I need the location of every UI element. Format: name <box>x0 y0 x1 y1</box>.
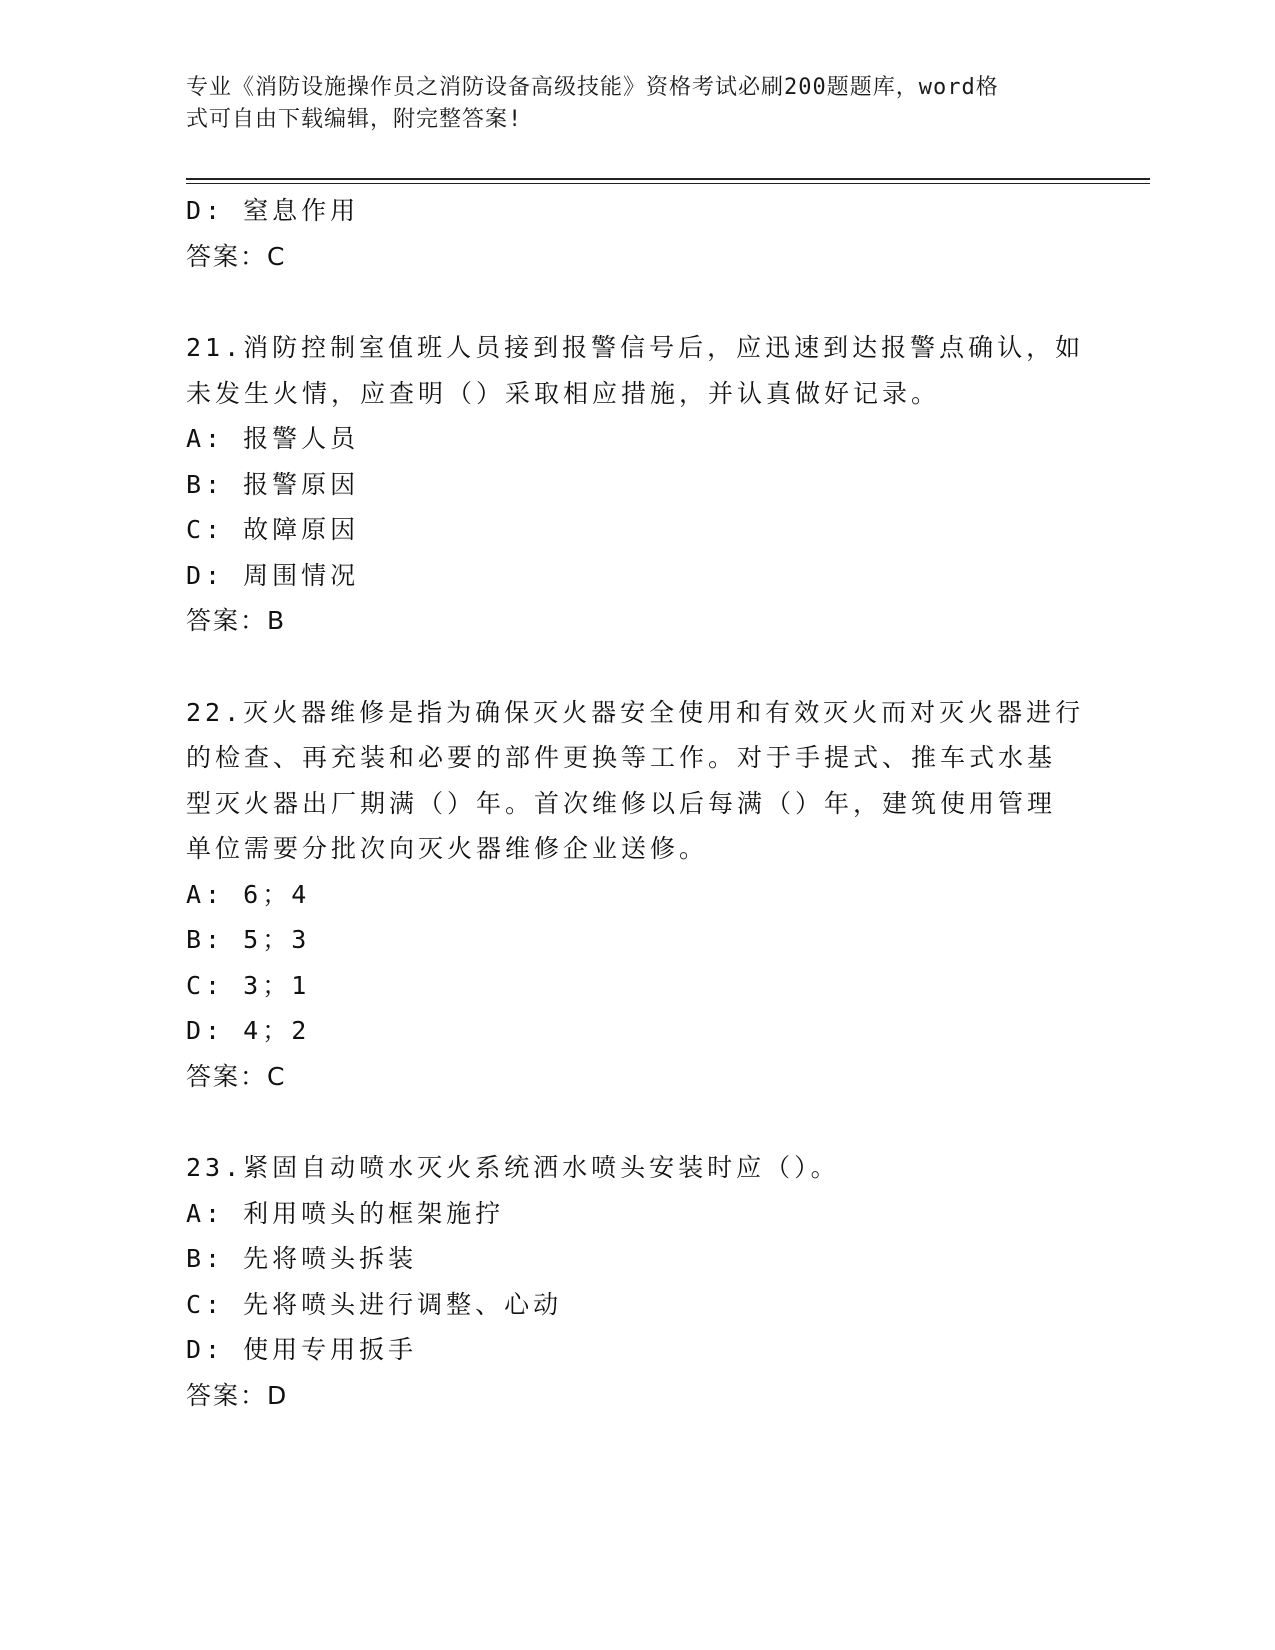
option-c: C: 3；1 <box>186 970 311 1000</box>
option-a: A: 6；4 <box>186 879 311 909</box>
answer: 答案：B <box>186 606 287 635</box>
question-stem-line: 22.灭火器维修是指为确保灭火器安全使用和有效灭火而对灭火器进行 <box>186 697 1085 727</box>
question-list <box>186 188 1085 1418</box>
question-stem-line: 的检查、再充装和必要的部件更换等工作。对于手提式、推车式水基 <box>186 743 1057 772</box>
question-23 <box>186 1145 1076 1418</box>
header-line-1: 专业《消防设施操作员之消防设备高级技能》资格考试必刷200题题库，word格 <box>186 75 999 100</box>
question-stem-line: 23.紧固自动喷水灭火系统洒水喷头安装时应（）。 <box>186 1153 840 1182</box>
option-b: B: 先将喷头拆装 <box>186 1244 418 1273</box>
option-c: C: 故障原因 <box>186 515 360 544</box>
option-c: C: 先将喷头进行调整、心动 <box>186 1289 563 1319</box>
question-stem-line: 21.消防控制室值班人员接到报警信号后，应迅速到达报警点确认，如 <box>186 333 1085 362</box>
option-b: B: 5；3 <box>186 925 311 954</box>
option-a: A: 利用喷头的框架施拧 <box>186 1198 505 1228</box>
question-22 <box>186 690 1085 1100</box>
option-d: D: 4；2 <box>186 1016 311 1045</box>
answer: 答案：D <box>186 1380 289 1410</box>
option-d: D: 使用专用扳手 <box>186 1335 418 1364</box>
option-d: D: 周围情况 <box>186 560 360 590</box>
page-header <box>186 72 1066 136</box>
question-21 <box>186 325 1085 644</box>
header-divider-thin <box>186 183 1150 184</box>
question-stem-line: 单位需要分批次向灭火器维修企业送修。 <box>186 834 709 863</box>
question-stem-line: 型灭火器出厂期满（）年。首次维修以后每满（）年，建筑使用管理 <box>186 788 1057 818</box>
answer: 答案：C <box>186 241 287 271</box>
answer: 答案：C <box>186 1061 287 1091</box>
header-divider-thick <box>186 178 1150 180</box>
option-a: A: 报警人员 <box>186 424 360 453</box>
previous-question-tail <box>186 188 1076 279</box>
question-stem-line: 未发生火情，应查明（）采取相应措施，并认真做好记录。 <box>186 378 941 408</box>
option-d: D: 窒息作用 <box>186 196 360 225</box>
option-b: B: 报警原因 <box>186 469 360 499</box>
header-line-2: 式可自由下载编辑，附完整答案! <box>186 107 523 132</box>
